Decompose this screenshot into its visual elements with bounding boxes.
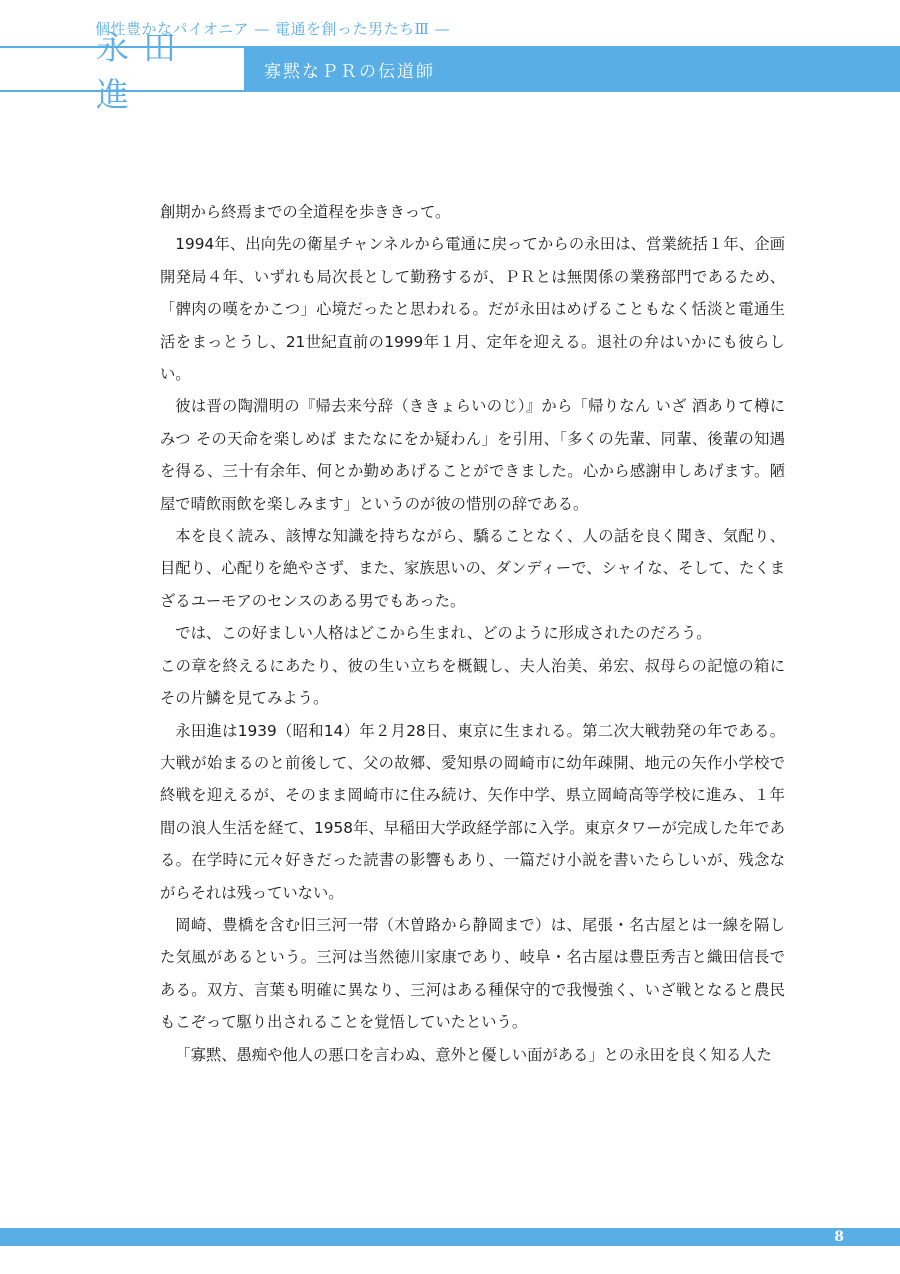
paragraph: では、この好ましい人格はどこから生まれ、どのように形成されたのだろう。 <box>175 624 712 643</box>
series-title: 個性豊かなパイオニア — 電通を創った男たちⅢ — <box>95 20 451 38</box>
paragraph: 彼は晋の陶淵明の『帰去来兮辞（ききょらいのじ）』から「帰りなん いざ 酒ありて樽にみつ その天命を楽しめば またなにをか疑わん」を引用、「多くの先輩、同輩、後輩の知遇を得る、三十有余年、何とか勤めあげることができました。心から感謝申しあげます。陋屋で晴飲雨飲を楽しみます」というのが彼の惜別の辞である。 <box>160 397 785 513</box>
paragraph: 岡崎、豊橋を含む旧三河一帯（木曽路から静岡まで）は、尾張・名古屋とは一線を隔した気風があるという。三河は当然徳川家康であり、岐阜・名古屋は豊臣秀吉と織田信長である。双方、言葉も明確に異なり、三河はある種保守的で我慢強く、いざ戦となると農民もこぞって駆り出されることを覚悟していたという。 <box>160 915 785 1032</box>
paragraph: 1994年、出向先の衛星チャンネルから電通に戻ってからの永田は、営業統括１年、企画開発局４年、いずれも局次長として勤務するが、ＰＲとは無関係の業務部門であるため、「髀肉の嘆をかこつ」心境だったと思われる。だが永田はめげることもなく恬淡と電通生活をまっとうし、21世紀直前の1999年１月、定年を迎える。退社の弁はいかにも彼らしい。 <box>160 235 785 384</box>
paragraph: この章を終えるにあたり、彼の生い立ちを概観し、夫人治美、弟宏、叔母らの記憶の箱にその片鱗を見てみよう。 <box>160 656 785 708</box>
paragraph: 永田進は1939（昭和14）年２月28日、東京に生まれる。第二次大戦勃発の年である。大戦が始まるのと前後して、父の故郷、愛知県の岡崎市に幼年疎開、地元の矢作小学校で終戦を迎えるが、そのまま岡崎市に住み続け、矢作中学、県立岡崎高等学校に進み、１年間の浪人生活を経て、1958年、早稲田大学政経学部に入学。東京タワーが完成した年である。在学時に元々好きだった読書の影響もあり、一篇だけ小説を書いたらしいが、残念ながらそれは残っていない。 <box>160 721 785 902</box>
paragraph: 「寡黙、愚痴や他人の悪口を言わぬ、意外と優しい面がある」との永田を良く知る人た <box>175 1045 772 1064</box>
article-body <box>160 196 785 1071</box>
footer-bar <box>0 1228 900 1246</box>
page-number: 8 <box>834 1229 844 1245</box>
author-name: 永田 進 <box>0 46 246 92</box>
chapter-subtitle: 寡黙なＰＲの伝道師 <box>264 61 435 82</box>
paragraph: 創期から終焉までの全道程を歩ききって。 <box>160 203 451 221</box>
paragraph: 本を良く読み、該博な知識を持ちながら、驕ることなく、人の話を良く聞き、気配り、目配り、心配りを絶やさず、また、家族思いの、ダンディーで、シャイな、そして、たくまざるユーモアのセンスのある男でもあった。 <box>160 527 785 610</box>
